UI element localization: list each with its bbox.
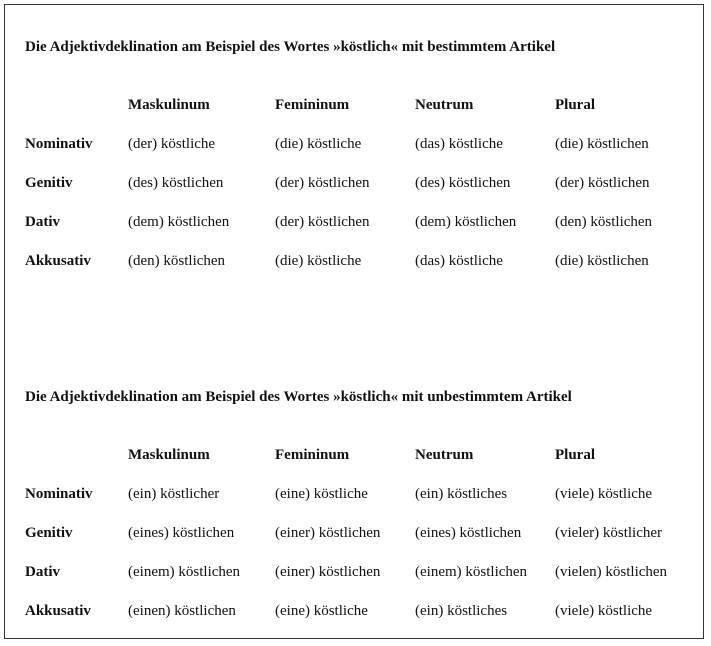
row-label-genitiv: Genitiv (25, 525, 73, 541)
table-cell: (die) köstlichen (555, 253, 649, 269)
table-cell: (der) köstlichen (275, 214, 370, 230)
column-header-femininum: Femininum (275, 447, 350, 463)
table-cell: (einem) köstlichen (128, 564, 241, 580)
table-cell: (den) köstlichen (128, 253, 226, 269)
table-cell: (die) köstliche (275, 253, 362, 269)
table-cell: (ein) köstliches (415, 603, 508, 619)
table-cell: (eine) köstliche (275, 486, 368, 502)
table-cell: (eines) köstlichen (415, 525, 522, 541)
table-title: Die Adjektivdeklination am Beispiel des Wortes »köstlich« mit bestimmtem Artikel (25, 39, 556, 55)
table-cell: (der) köstlichen (275, 175, 370, 191)
column-header-femininum: Femininum (275, 97, 350, 113)
document-frame (4, 4, 704, 639)
table-cell: (viele) köstliche (555, 603, 653, 619)
column-header-neutrum: Neutrum (415, 447, 474, 463)
table-cell: (der) köstliche (128, 136, 216, 152)
table-title: Die Adjektivdeklination am Beispiel des Wortes »köstlich« mit unbestimmtem Artikel (25, 389, 572, 405)
row-label-dativ: Dativ (25, 214, 60, 230)
table-cell: (vieler) köstlicher (555, 525, 663, 541)
row-label-nominativ: Nominativ (25, 136, 93, 152)
table-cell: (ein) köstliches (415, 486, 508, 502)
column-header-plural: Plural (555, 97, 595, 113)
table-cell: (dem) köstlichen (415, 214, 517, 230)
table-cell: (den) köstlichen (555, 214, 653, 230)
table-cell: (der) köstlichen (555, 175, 650, 191)
row-label-akkusativ: Akkusativ (25, 603, 91, 619)
table-cell: (des) köstlichen (415, 175, 511, 191)
column-header-neutrum: Neutrum (415, 97, 474, 113)
column-header-maskulinum: Maskulinum (128, 97, 210, 113)
table-cell: (des) köstlichen (128, 175, 224, 191)
table-cell: (das) köstliche (415, 136, 503, 152)
table-cell: (einen) köstlichen (128, 603, 236, 619)
row-label-dativ: Dativ (25, 564, 60, 580)
table-cell: (die) köstlichen (555, 136, 649, 152)
table-cell: (einer) köstlichen (275, 564, 381, 580)
table-cell: (das) köstliche (415, 253, 503, 269)
row-label-nominativ: Nominativ (25, 486, 93, 502)
row-label-akkusativ: Akkusativ (25, 253, 91, 269)
table-cell: (eines) köstlichen (128, 525, 235, 541)
table-cell: (ein) köstlicher (128, 486, 220, 502)
table-cell: (viele) köstliche (555, 486, 653, 502)
column-header-maskulinum: Maskulinum (128, 447, 210, 463)
table-cell: (einer) köstlichen (275, 525, 381, 541)
table-cell: (eine) köstliche (275, 603, 368, 619)
table-cell: (einem) köstlichen (415, 564, 528, 580)
table-cell: (dem) köstlichen (128, 214, 230, 230)
table-cell: (die) köstliche (275, 136, 362, 152)
column-header-plural: Plural (555, 447, 595, 463)
row-label-genitiv: Genitiv (25, 175, 73, 191)
table-cell: (vielen) köstlichen (555, 564, 668, 580)
